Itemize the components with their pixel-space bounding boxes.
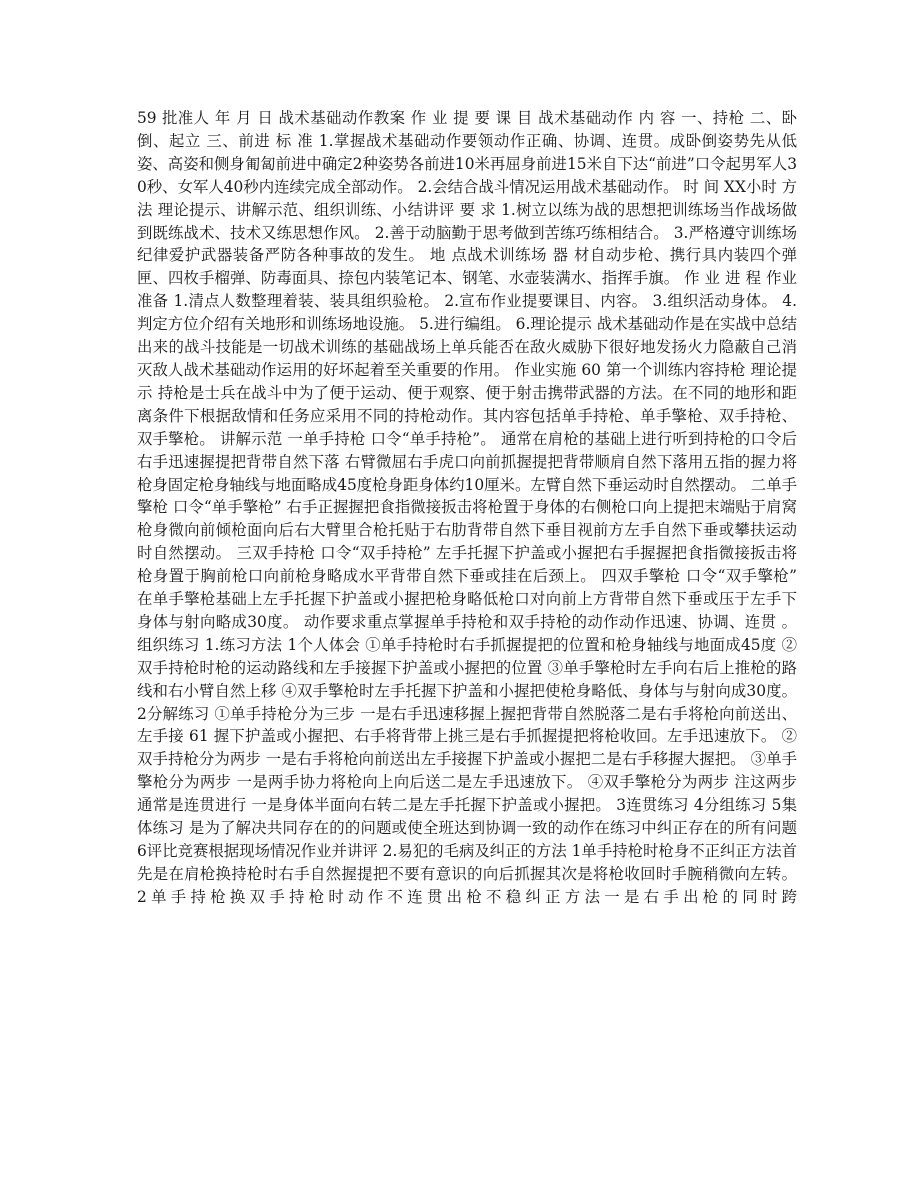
lesson-plan-body-text: 59 批准人 年 月 日 战术基础动作教案 作 业 提 要 课 目 战术基础动作 内 容 一、持枪 二、卧倒、起立 三、前进 标 准 1.掌握战术基础动作要领动作正确、协调、连贯。成卧倒姿势先从低姿、高姿和侧身匍匐前进中确定2种姿势各前进10米再屈身前进15米自下达“前进”口令起男军人30秒、女军人40秒内连续完成全部动作。 2.会结合战斗情况运用战术基础动作。 时 间 XX小时 方 法 理论提示、讲解示范、组织训练、小结讲评 要 求 1.树立以练为战的思想把训练场当作战场做到既练战术、技术又练思想作风。 2.善于动脑勤于思考做到苦练巧练相结合。 3.严格遵守训练场纪律爱护武器装备严防各种事故的发生。 地 点战术训练场 器 材自动步枪、携行具内装四个弹匣、四枚手榴弹、防毒面具、捺包内装笔记本、钢笔、水壶装满水、指挥手旗。 作 业 进 程 作业准备 1.清点人数整理着装、装具组织验枪。 2.宣布作业提要课目、内容。 3.组织活动身体。 4.判定方位介绍有关地形和训练场地设施。 5.进行编组。 6.理论提示 战术基础动作是在实战中总结出来的战斗技能是一切战术训练的基础战场上单兵能否在敌火威胁下很好地发扬火力隐蔽自己消灭敌人战术基础动作运用的好坏起着至关重要的作用。 作业实施 60 第一个训练内容持枪 理论提示 持枪是士兵在战斗中为了便于运动、便于观察、便于射击携带武器的方法。在不同的地形和距离条件下根据敌情和任务应采用不同的持枪动作。其内容包括单手持枪、单手擎枪、双手持枪、双手擎枪。 讲解示范 一单手持枪 口令“单手持枪”。 通常在肩枪的基础上进行听到持枪的口令后右手迅速握提把背带自然下落 右臂微屈右手虎口向前抓握提把背带顺肩自然下落用五指的握力将枪身固定枪身轴线与地面略成45度枪身距身体约10厘米。左臂自然下垂运动时自然摆动。 二单手擎枪 口令“单手擎枪” 右手正握握把食指微接扳击将枪置于身体的右侧枪口向上提把末端贴于肩窝枪身微向前倾枪面向后右大臂里合枪托贴于右肋背带自然下垂目视前方左手自然下垂或攀扶运动时自然摆动。 三双手持枪 口令“双手持枪” 左手托握下护盖或小握把右手握握把食指微接扳击将枪身置于胸前枪口向前枪身略成水平背带自然下垂或挂在后颈上。 四双手擎枪 口令“双手擎枪” 在单手擎枪基础上左手托握下护盖或小握把枪身略低枪口对向前上方背带自然下垂或压于左手下身体与射向略成30度。 动作要求重点掌握单手持枪和双手持枪的动作动作迅速、协调、连贯 。 组织练习 1.练习方法 1个人体会 ①单手持枪时右手抓握提把的位置和枪身轴线与地面成45度 ②双手持枪时枪的运动路线和左手接握下护盖或小握把的位置 ③单手擎枪时左手向右后上推枪的路线和右小臂自然上移 ④双手擎枪时左手托握下护盖和小握把使枪身略低、身体与与射向成30度。 2分解练习 ①单手持枪分为三步 一是右手迅速移握上握把背带自然脱落二是右手将枪向前送出、左手接 61 握下护盖或小握把、右手将背带上挑三是右手抓握提把将枪收回。左手迅速放下。 ②双手持枪分为两步 一是右手将枪向前送出左手接握下护盖或小握把二是右手移握大握把。 ③单手擎枪分为两步 一是两手协力将枪向上向后送二是左手迅速放下。 ④双手擎枪分为两步 注这两步通常是连贯进行 一是身体半面向右转二是左手托握下护盖或小握把。 3连贯练习 4分组练习 5集体练习 是为了解决共同存在的的问题或使全班达到协调一致的动作在练习中纠正存在的所有问题 6评比竞赛根据现场情况作业并讲评 2.易犯的毛病及纠正的方法 1单手持枪时枪身不正纠正方法首先是在肩枪换持枪时右手自然握提把不要有意识的向后抓握其次是将枪收回时手腕稍微向左转。 2单手持枪换双手持枪时动作不连贯出枪不稳纠正方法一是右手出枪的同时跨 (137, 109, 797, 906)
